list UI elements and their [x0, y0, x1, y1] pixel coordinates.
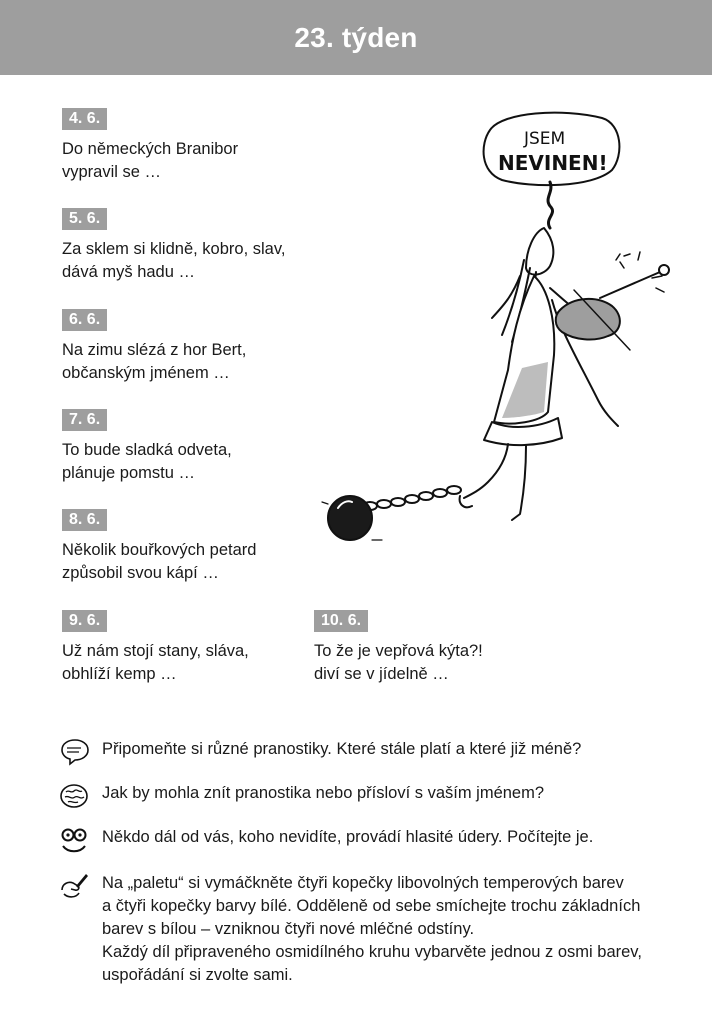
- date-badge: 5. 6.: [62, 208, 107, 230]
- brain-icon: [58, 782, 90, 810]
- violinist-illustration: [312, 100, 682, 550]
- activity-udery: [58, 826, 593, 854]
- entry-text: Za sklem si klidně, kobro, slav, dává myš hadu …: [62, 240, 286, 281]
- entry-text: Na zimu slézá z hor Bert, občanským jménem …: [62, 341, 247, 382]
- smiley-glasses-icon: [58, 826, 90, 854]
- entry-10-6: [314, 610, 483, 686]
- activity-pranostiky: [58, 738, 581, 766]
- activity-paleta: [58, 872, 642, 987]
- activity-text: Připomeňte si různé pranostiky. Které stále platí a které již méně?: [102, 740, 582, 758]
- page-title: 23. týden: [294, 21, 418, 53]
- entry-5-6: [62, 208, 285, 284]
- activity-text: Někdo dál od vás, koho nevidíte, provádí hlasité údery. Počítejte je.: [102, 828, 594, 846]
- entry-text: Do německých Branibor vypravil se …: [62, 140, 239, 181]
- date-badge: 4. 6.: [62, 108, 107, 130]
- date-badge: 10. 6.: [314, 610, 368, 632]
- date-badge: 7. 6.: [62, 409, 107, 431]
- iron-ball: [328, 496, 372, 540]
- chain: [363, 486, 461, 510]
- entry-6-6: [62, 309, 246, 385]
- speech-bubble-icon: [58, 738, 90, 766]
- speech-text-1: JSEM: [524, 129, 566, 149]
- date-badge: 6. 6.: [62, 309, 107, 331]
- entry-text: Už nám stojí stany, sláva, obhlíží kemp …: [62, 642, 249, 683]
- activity-text: Jak by mohla znít pranostika nebo přísloví s vaším jménem?: [102, 784, 545, 802]
- date-badge: 8. 6.: [62, 509, 107, 531]
- entry-text: To bude sladká odveta, plánuje pomstu …: [62, 441, 232, 482]
- activity-jmeno: [58, 782, 544, 810]
- entry-text: Několik bouřkových petard způsobil svou kápí …: [62, 541, 257, 582]
- paint-hand-icon: [58, 872, 90, 900]
- activity-text: Na „paletu“ si vymáčkněte čtyři kopečky libovolných temperových barev a čtyři kopečky barvy bílé. Odděleně od sebe smíchejte trochu základních barev s bílou – vzniknou čtyři nové mléčné odstíny. Každý díl připraveného osmidílného kruhu vybarvěte jednou z osmi barev, uspořádání si zvolte sami.: [102, 874, 642, 984]
- page-header: [0, 0, 712, 75]
- entry-9-6: [62, 610, 249, 686]
- entry-text: To že je vepřová kýta?! diví se v jídelně …: [314, 642, 483, 683]
- entry-8-6: [62, 509, 256, 585]
- entry-7-6: [62, 409, 232, 485]
- entry-4-6: [62, 108, 238, 184]
- date-badge: 9. 6.: [62, 610, 107, 632]
- leg: [464, 444, 508, 498]
- speech-text-2: NEVINEN!: [498, 151, 608, 175]
- bubble-tail: [548, 182, 553, 228]
